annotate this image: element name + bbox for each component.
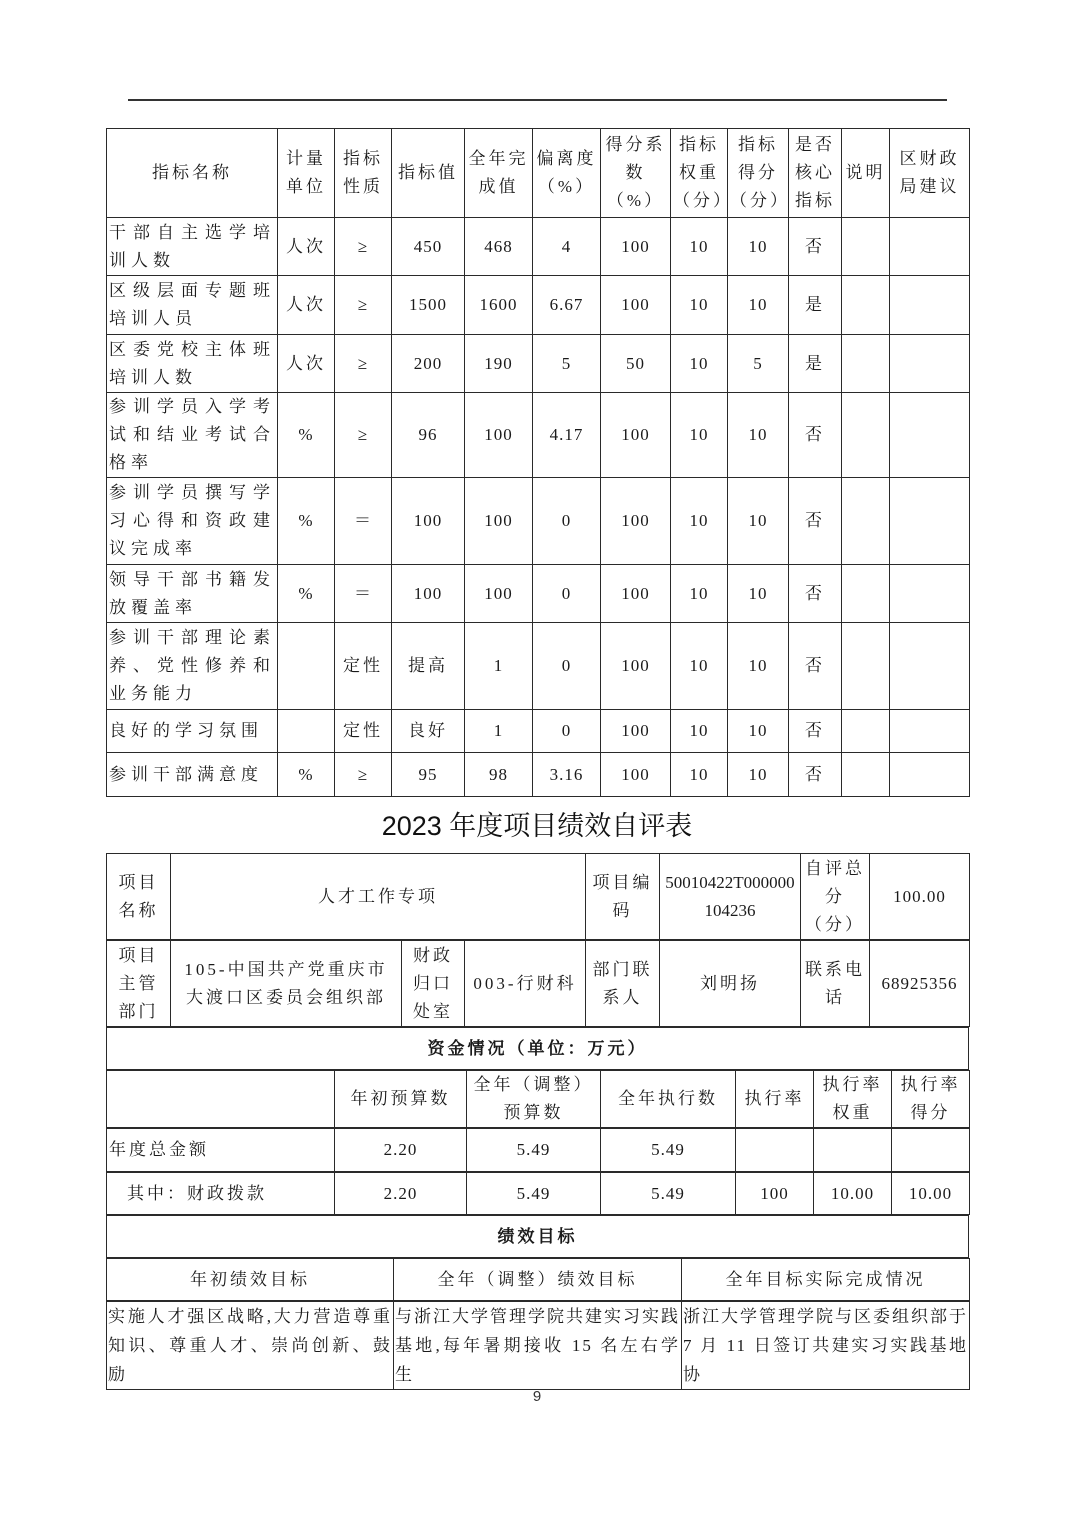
funding-cell-rate_score: 10.00 — [892, 1173, 970, 1215]
indicator-row — [107, 710, 970, 753]
indicator-cell-note — [842, 335, 890, 393]
indicator-cell-core: 否 — [789, 710, 842, 753]
indicator-cell-unit — [278, 623, 335, 710]
indicator-cell-advice — [890, 335, 970, 393]
section-row — [106, 1301, 969, 1390]
indicator-cell-core: 是 — [789, 335, 842, 393]
header-target: 指标值 — [392, 129, 465, 218]
indicator-cell-coef: 50 — [601, 335, 671, 393]
funding-cell-initial: 2.20 — [335, 1129, 467, 1172]
funding-col-header: 全年执行数 — [601, 1071, 736, 1128]
contact-label: 部门联系人 — [586, 941, 660, 1027]
indicator-cell-name: 参训干部满意度 — [107, 753, 278, 797]
indicator-row — [107, 478, 970, 565]
funding-col-header: 全年（调整）预算数 — [467, 1071, 601, 1128]
indicator-cell-weight: 10 — [671, 565, 728, 623]
indicator-cell-core: 否 — [789, 565, 842, 623]
indicator-cell-core: 否 — [789, 753, 842, 797]
header-actual: 全年完成值 — [465, 129, 533, 218]
indicator-cell-core: 否 — [789, 478, 842, 565]
indicator-cell-nature: 定性 — [335, 623, 392, 710]
funding-cell-adjusted: 5.49 — [467, 1129, 601, 1172]
dept-label: 项目主管部门 — [107, 941, 171, 1027]
indicator-row — [107, 753, 970, 797]
project-code-label: 项目编码 — [586, 854, 660, 940]
goals-text: 浙江大学管理学院与区委组织部于 7 月 11 日签订共建实习实践基地协 — [682, 1302, 970, 1390]
indicator-cell-actual: 100 — [465, 393, 533, 478]
indicator-cell-score: 10 — [728, 565, 789, 623]
funding-cell-executed: 5.49 — [601, 1173, 736, 1215]
indicator-cell-target: 95 — [392, 753, 465, 797]
header-deviation: 偏离度（%） — [533, 129, 601, 218]
header-unit: 计量单位 — [278, 129, 335, 218]
indicator-cell-unit: % — [278, 565, 335, 623]
indicator-cell-score: 10 — [728, 710, 789, 753]
indicator-cell-unit: % — [278, 393, 335, 478]
indicator-cell-weight: 10 — [671, 623, 728, 710]
indicator-cell-name: 参训学员入学考试和结业考试合格率 — [107, 393, 278, 478]
funding-cell-rate — [736, 1129, 814, 1172]
goals-col-header: 全年（调整）绩效目标 — [394, 1259, 682, 1301]
indicator-cell-core: 否 — [789, 623, 842, 710]
indicator-cell-score: 10 — [728, 218, 789, 276]
indicator-cell-weight: 10 — [671, 393, 728, 478]
section-row — [106, 1215, 969, 1258]
indicator-cell-target: 96 — [392, 393, 465, 478]
funding-cell-rate_weight — [814, 1129, 892, 1172]
indicator-cell-core: 是 — [789, 276, 842, 335]
indicator-cell-note — [842, 710, 890, 753]
indicator-cell-unit — [278, 710, 335, 753]
indicator-cell-actual: 100 — [465, 478, 533, 565]
indicator-cell-actual: 1600 — [465, 276, 533, 335]
indicator-cell-unit: 人次 — [278, 276, 335, 335]
header-note: 说明 — [842, 129, 890, 218]
indicator-cell-advice — [890, 393, 970, 478]
indicator-cell-name: 参训干部理论素养、党性修养和业务能力 — [107, 623, 278, 710]
section-row — [106, 853, 969, 940]
indicator-cell-weight: 10 — [671, 276, 728, 335]
indicator-cell-note — [842, 565, 890, 623]
funding-cell-executed: 5.49 — [601, 1129, 736, 1172]
indicator-cell-score: 10 — [728, 276, 789, 335]
funding-col-header: 执行率得分 — [892, 1071, 970, 1128]
indicator-cell-target: 100 — [392, 565, 465, 623]
funding-row — [107, 1129, 970, 1172]
funding-columns-row — [107, 1071, 970, 1128]
indicator-cell-coef: 100 — [601, 753, 671, 797]
indicator-cell-coef: 100 — [601, 276, 671, 335]
indicator-cell-deviation: 0 — [533, 710, 601, 753]
indicator-cell-name: 区委党校主体班培训人数 — [107, 335, 278, 393]
indicator-cell-deviation: 0 — [533, 478, 601, 565]
indicator-cell-unit: 人次 — [278, 218, 335, 276]
funding-cell-rate_weight: 10.00 — [814, 1173, 892, 1215]
indicator-cell-coef: 100 — [601, 565, 671, 623]
project-name-value: 人才工作专项 — [171, 854, 586, 940]
dept-row — [107, 941, 970, 1027]
indicator-cell-coef: 100 — [601, 393, 671, 478]
funding-cell-adjusted: 5.49 — [467, 1173, 601, 1215]
indicator-cell-advice — [890, 218, 970, 276]
indicator-cell-advice — [890, 565, 970, 623]
indicator-cell-actual: 468 — [465, 218, 533, 276]
indicator-cell-deviation: 6.67 — [533, 276, 601, 335]
finance-office-label: 财政归口处室 — [402, 941, 465, 1027]
indicator-cell-deviation: 4.17 — [533, 393, 601, 478]
indicator-row — [107, 218, 970, 276]
indicator-cell-unit: % — [278, 753, 335, 797]
indicator-cell-target: 200 — [392, 335, 465, 393]
indicator-cell-coef: 100 — [601, 218, 671, 276]
header-score: 指标得分（分） — [728, 129, 789, 218]
indicator-cell-coef: 100 — [601, 710, 671, 753]
indicator-cell-nature: ＝ — [335, 565, 392, 623]
indicator-cell-target: 提高 — [392, 623, 465, 710]
phone-label: 联系电话 — [801, 941, 870, 1027]
indicator-cell-advice — [890, 478, 970, 565]
indicator-cell-note — [842, 393, 890, 478]
header-advice: 区财政局建议 — [890, 129, 970, 218]
indicator-cell-nature: 定性 — [335, 710, 392, 753]
header-nature: 指标性质 — [335, 129, 392, 218]
indicator-cell-name: 领导干部书籍发放覆盖率 — [107, 565, 278, 623]
indicator-cell-deviation: 3.16 — [533, 753, 601, 797]
page-number: 9 — [532, 1388, 542, 1405]
indicator-cell-coef: 100 — [601, 478, 671, 565]
indicator-cell-weight: 10 — [671, 218, 728, 276]
section-row — [106, 1027, 969, 1070]
section-row — [106, 1070, 969, 1128]
funding-col-header: 年初预算数 — [335, 1071, 467, 1128]
indicator-cell-deviation: 4 — [533, 218, 601, 276]
indicator-cell-core: 否 — [789, 218, 842, 276]
project-name-label: 项目名称 — [107, 854, 171, 940]
indicator-cell-name: 参训学员撰写学习心得和资政建议完成率 — [107, 478, 278, 565]
funding-cell-label: 其中：财政拨款 — [107, 1173, 335, 1215]
self-eval-title: 2023 年度项目绩效自评表 — [381, 811, 693, 841]
goals-header-row — [107, 1216, 969, 1258]
funding-col-header — [107, 1071, 335, 1128]
indicator-cell-advice — [890, 753, 970, 797]
funding-cell-label: 年度总金额 — [107, 1129, 335, 1172]
indicator-table — [106, 128, 970, 797]
indicator-cell-unit: % — [278, 478, 335, 565]
indicator-cell-nature: ≥ — [335, 276, 392, 335]
self-eval-table — [106, 853, 969, 1390]
indicator-row — [107, 393, 970, 478]
goals-columns-row — [107, 1259, 970, 1301]
indicator-cell-advice — [890, 623, 970, 710]
project-name-row — [107, 854, 970, 940]
total-score-value: 100.00 — [870, 854, 970, 940]
indicator-cell-name: 区级层面专题班培训人员 — [107, 276, 278, 335]
total-score-label: 自评总分（分） — [801, 854, 870, 940]
indicator-cell-nature: ≥ — [335, 753, 392, 797]
indicator-cell-deviation: 0 — [533, 623, 601, 710]
indicator-cell-score: 10 — [728, 478, 789, 565]
funding-cell-initial: 2.20 — [335, 1173, 467, 1215]
funding-cell-rate: 100 — [736, 1173, 814, 1215]
indicator-cell-coef: 100 — [601, 623, 671, 710]
goals-col-header: 年初绩效目标 — [107, 1259, 394, 1301]
funding-cell-rate_score — [892, 1129, 970, 1172]
goals-header: 绩效目标 — [107, 1216, 969, 1258]
indicator-cell-actual: 100 — [465, 565, 533, 623]
funding-header: 资金情况（单位：万元） — [107, 1028, 969, 1070]
indicator-cell-actual: 190 — [465, 335, 533, 393]
header-rule — [128, 99, 947, 101]
indicator-cell-target: 良好 — [392, 710, 465, 753]
indicator-cell-target: 1500 — [392, 276, 465, 335]
indicator-cell-weight: 10 — [671, 478, 728, 565]
indicator-cell-nature: ＝ — [335, 478, 392, 565]
indicator-cell-core: 否 — [789, 393, 842, 478]
goals-text-row — [107, 1302, 970, 1390]
phone-value: 68925356 — [870, 941, 970, 1027]
goals-text: 实施人才强区战略,大力营造尊重知识、尊重人才、崇尚创新、鼓励 — [107, 1302, 394, 1390]
project-code-value: 50010422T000000104236 — [660, 854, 801, 940]
indicator-cell-score: 10 — [728, 623, 789, 710]
section-row — [106, 1128, 969, 1172]
indicator-cell-name: 干部自主选学培训人数 — [107, 218, 278, 276]
indicator-row — [107, 276, 970, 335]
indicator-cell-note — [842, 276, 890, 335]
indicator-cell-weight: 10 — [671, 753, 728, 797]
goals-text: 与浙江大学管理学院共建实习实践基地,每年暑期接收 15 名左右学生 — [394, 1302, 682, 1390]
indicator-cell-note — [842, 478, 890, 565]
indicator-cell-nature: ≥ — [335, 335, 392, 393]
indicator-row — [107, 623, 970, 710]
finance-office-value: 003-行财科 — [465, 941, 586, 1027]
section-row — [106, 940, 969, 1027]
indicator-cell-name: 良好的学习氛围 — [107, 710, 278, 753]
indicator-cell-unit: 人次 — [278, 335, 335, 393]
funding-col-header: 执行率权重 — [814, 1071, 892, 1128]
indicator-cell-score: 5 — [728, 335, 789, 393]
indicator-cell-score: 10 — [728, 393, 789, 478]
indicator-cell-deviation: 0 — [533, 565, 601, 623]
header-coef: 得分系数（%） — [601, 129, 671, 218]
indicator-cell-note — [842, 218, 890, 276]
indicator-cell-advice — [890, 710, 970, 753]
indicator-cell-advice — [890, 276, 970, 335]
funding-header-row — [107, 1028, 969, 1070]
indicator-cell-actual: 1 — [465, 710, 533, 753]
indicator-cell-nature: ≥ — [335, 218, 392, 276]
indicator-row — [107, 335, 970, 393]
indicator-cell-note — [842, 753, 890, 797]
indicator-cell-weight: 10 — [671, 710, 728, 753]
indicator-header-row — [107, 129, 970, 218]
header-core: 是否核心指标 — [789, 129, 842, 218]
indicator-cell-target: 450 — [392, 218, 465, 276]
header-weight: 指标权重（分） — [671, 129, 728, 218]
section-row — [106, 1258, 969, 1301]
goals-col-header: 全年目标实际完成情况 — [682, 1259, 970, 1301]
indicator-cell-deviation: 5 — [533, 335, 601, 393]
dept-value: 105-中国共产党重庆市大渡口区委员会组织部 — [171, 941, 402, 1027]
contact-value: 刘明扬 — [660, 941, 801, 1027]
indicator-cell-nature: ≥ — [335, 393, 392, 478]
indicator-cell-target: 100 — [392, 478, 465, 565]
funding-row — [107, 1173, 970, 1215]
indicator-cell-score: 10 — [728, 753, 789, 797]
indicator-cell-actual: 98 — [465, 753, 533, 797]
indicator-cell-weight: 10 — [671, 335, 728, 393]
funding-col-header: 执行率 — [736, 1071, 814, 1128]
indicator-row — [107, 565, 970, 623]
header-indicator-name: 指标名称 — [107, 129, 278, 218]
indicator-cell-note — [842, 623, 890, 710]
indicator-cell-actual: 1 — [465, 623, 533, 710]
section-row — [106, 1172, 969, 1215]
